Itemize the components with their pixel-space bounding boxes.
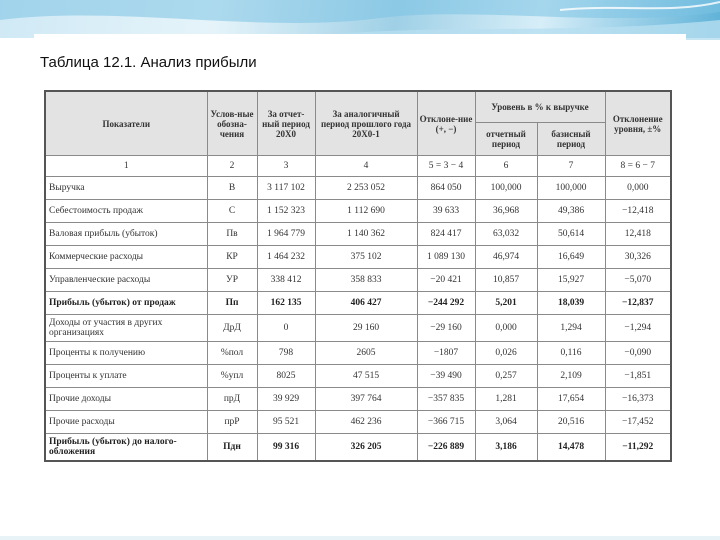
row-label: Валовая прибыль (убыток) — [45, 223, 207, 246]
cell-deviation: −357 835 — [417, 388, 475, 411]
cell-deviation: 39 633 — [417, 200, 475, 223]
cell-level-base: 50,614 — [537, 223, 605, 246]
cell-deviation: −1807 — [417, 342, 475, 365]
row-symbol: %упл — [207, 365, 257, 388]
cell-previous: 1 140 362 — [315, 223, 417, 246]
cell-previous: 29 160 — [315, 315, 417, 342]
cell-level-deviation: 30,326 — [605, 246, 671, 269]
row-symbol: С — [207, 200, 257, 223]
cell-deviation: 1 089 130 — [417, 246, 475, 269]
cell-previous: 462 236 — [315, 411, 417, 434]
row-label: Себестоимость продаж — [45, 200, 207, 223]
cell-level-current: 0,257 — [475, 365, 537, 388]
cell-level-current: 10,857 — [475, 269, 537, 292]
cell-current: 99 316 — [257, 434, 315, 462]
row-label: Проценты к уплате — [45, 365, 207, 388]
col-number: 5 = 3 − 4 — [417, 156, 475, 177]
cell-current: 1 152 323 — [257, 200, 315, 223]
table-row — [45, 223, 671, 246]
row-symbol: %пол — [207, 342, 257, 365]
cell-level-current: 3,064 — [475, 411, 537, 434]
table-row — [45, 177, 671, 200]
cell-current: 39 929 — [257, 388, 315, 411]
cell-level-deviation: −1,851 — [605, 365, 671, 388]
col-number: 6 — [475, 156, 537, 177]
cell-deviation: −39 490 — [417, 365, 475, 388]
row-symbol: КР — [207, 246, 257, 269]
header-previous-period: За аналогичный период прошлого года 20X0-1 — [315, 91, 417, 156]
cell-level-current: 5,201 — [475, 292, 537, 315]
header-level-group: Уровень в % к выручке — [475, 91, 605, 123]
row-label: Выручка — [45, 177, 207, 200]
cell-level-base: 100,000 — [537, 177, 605, 200]
col-number: 4 — [315, 156, 417, 177]
table-row — [45, 365, 671, 388]
header-indicator: Показатели — [45, 91, 207, 156]
header-level-deviation: Отклонение уровня, ±% — [605, 91, 671, 156]
row-label: Проценты к получению — [45, 342, 207, 365]
table-row-bold — [45, 434, 671, 462]
cell-level-deviation: −12,418 — [605, 200, 671, 223]
cell-level-base: 0,116 — [537, 342, 605, 365]
table-row-bold — [45, 292, 671, 315]
cell-level-current: 63,032 — [475, 223, 537, 246]
cell-level-current: 46,974 — [475, 246, 537, 269]
cell-level-base: 15,927 — [537, 269, 605, 292]
cell-level-deviation: −0,090 — [605, 342, 671, 365]
cell-previous: 397 764 — [315, 388, 417, 411]
cell-level-base: 16,649 — [537, 246, 605, 269]
cell-previous: 406 427 — [315, 292, 417, 315]
cell-deviation: −20 421 — [417, 269, 475, 292]
cell-level-base: 49,386 — [537, 200, 605, 223]
cell-deviation: −366 715 — [417, 411, 475, 434]
cell-level-base: 14,478 — [537, 434, 605, 462]
col-number: 7 — [537, 156, 605, 177]
cell-level-base: 2,109 — [537, 365, 605, 388]
table-row — [45, 269, 671, 292]
col-number: 2 — [207, 156, 257, 177]
row-symbol: ДрД — [207, 315, 257, 342]
table-row — [45, 315, 671, 342]
cell-level-current: 100,000 — [475, 177, 537, 200]
cell-level-deviation: −11,292 — [605, 434, 671, 462]
row-symbol: В — [207, 177, 257, 200]
row-label: Доходы от участия в других организациях — [45, 315, 207, 342]
header-symbol: Услов-ные обозна-чения — [207, 91, 257, 156]
cell-current: 1 464 232 — [257, 246, 315, 269]
cell-deviation: −226 889 — [417, 434, 475, 462]
table-row — [45, 246, 671, 269]
cell-deviation: 824 417 — [417, 223, 475, 246]
cell-level-base: 20,516 — [537, 411, 605, 434]
cell-current: 8025 — [257, 365, 315, 388]
footer-decoration — [0, 536, 720, 540]
header-level-current: отчетный период — [475, 123, 537, 156]
column-number-row — [45, 156, 671, 177]
cell-current: 162 135 — [257, 292, 315, 315]
cell-level-current: 3,186 — [475, 434, 537, 462]
header-level-base: базисный период — [537, 123, 605, 156]
cell-level-current: 0,000 — [475, 315, 537, 342]
table-row — [45, 342, 671, 365]
row-label: Прибыль (убыток) до налого-обложения — [45, 434, 207, 462]
cell-level-deviation: −12,837 — [605, 292, 671, 315]
profit-analysis-table — [44, 90, 672, 462]
table-row — [45, 200, 671, 223]
cell-level-deviation: 0,000 — [605, 177, 671, 200]
header-current-period: За отчет-ный период 20X0 — [257, 91, 315, 156]
table-title: Таблица 12.1. Анализ прибыли — [40, 54, 257, 71]
cell-previous: 375 102 — [315, 246, 417, 269]
row-symbol: Пв — [207, 223, 257, 246]
row-symbol: прД — [207, 388, 257, 411]
cell-current: 3 117 102 — [257, 177, 315, 200]
cell-previous: 47 515 — [315, 365, 417, 388]
cell-level-base: 17,654 — [537, 388, 605, 411]
cell-level-current: 36,968 — [475, 200, 537, 223]
row-label: Прочие доходы — [45, 388, 207, 411]
row-label: Коммерческие расходы — [45, 246, 207, 269]
cell-current: 0 — [257, 315, 315, 342]
cell-level-deviation: −1,294 — [605, 315, 671, 342]
cell-level-current: 0,026 — [475, 342, 537, 365]
cell-level-deviation: −16,373 — [605, 388, 671, 411]
cell-level-deviation: 12,418 — [605, 223, 671, 246]
row-symbol: Пп — [207, 292, 257, 315]
cell-previous: 358 833 — [315, 269, 417, 292]
row-symbol: прР — [207, 411, 257, 434]
cell-level-deviation: −17,452 — [605, 411, 671, 434]
cell-current: 338 412 — [257, 269, 315, 292]
row-label: Прибыль (убыток) от продаж — [45, 292, 207, 315]
row-symbol: Пдн — [207, 434, 257, 462]
col-number: 3 — [257, 156, 315, 177]
cell-level-current: 1,281 — [475, 388, 537, 411]
cell-current: 1 964 779 — [257, 223, 315, 246]
cell-deviation: −29 160 — [417, 315, 475, 342]
col-number: 8 = 6 − 7 — [605, 156, 671, 177]
header-deviation: Отклоне-ние (+, −) — [417, 91, 475, 156]
cell-previous: 2 253 052 — [315, 177, 417, 200]
cell-previous: 2605 — [315, 342, 417, 365]
cell-previous: 1 112 690 — [315, 200, 417, 223]
cell-level-base: 18,039 — [537, 292, 605, 315]
cell-deviation: −244 292 — [417, 292, 475, 315]
table-row — [45, 388, 671, 411]
cell-level-base: 1,294 — [537, 315, 605, 342]
col-number: 1 — [45, 156, 207, 177]
cell-level-deviation: −5,070 — [605, 269, 671, 292]
cell-deviation: 864 050 — [417, 177, 475, 200]
row-symbol: УР — [207, 269, 257, 292]
row-label: Управленческие расходы — [45, 269, 207, 292]
cell-current: 798 — [257, 342, 315, 365]
cell-current: 95 521 — [257, 411, 315, 434]
table-row — [45, 411, 671, 434]
cell-previous: 326 205 — [315, 434, 417, 462]
row-label: Прочие расходы — [45, 411, 207, 434]
